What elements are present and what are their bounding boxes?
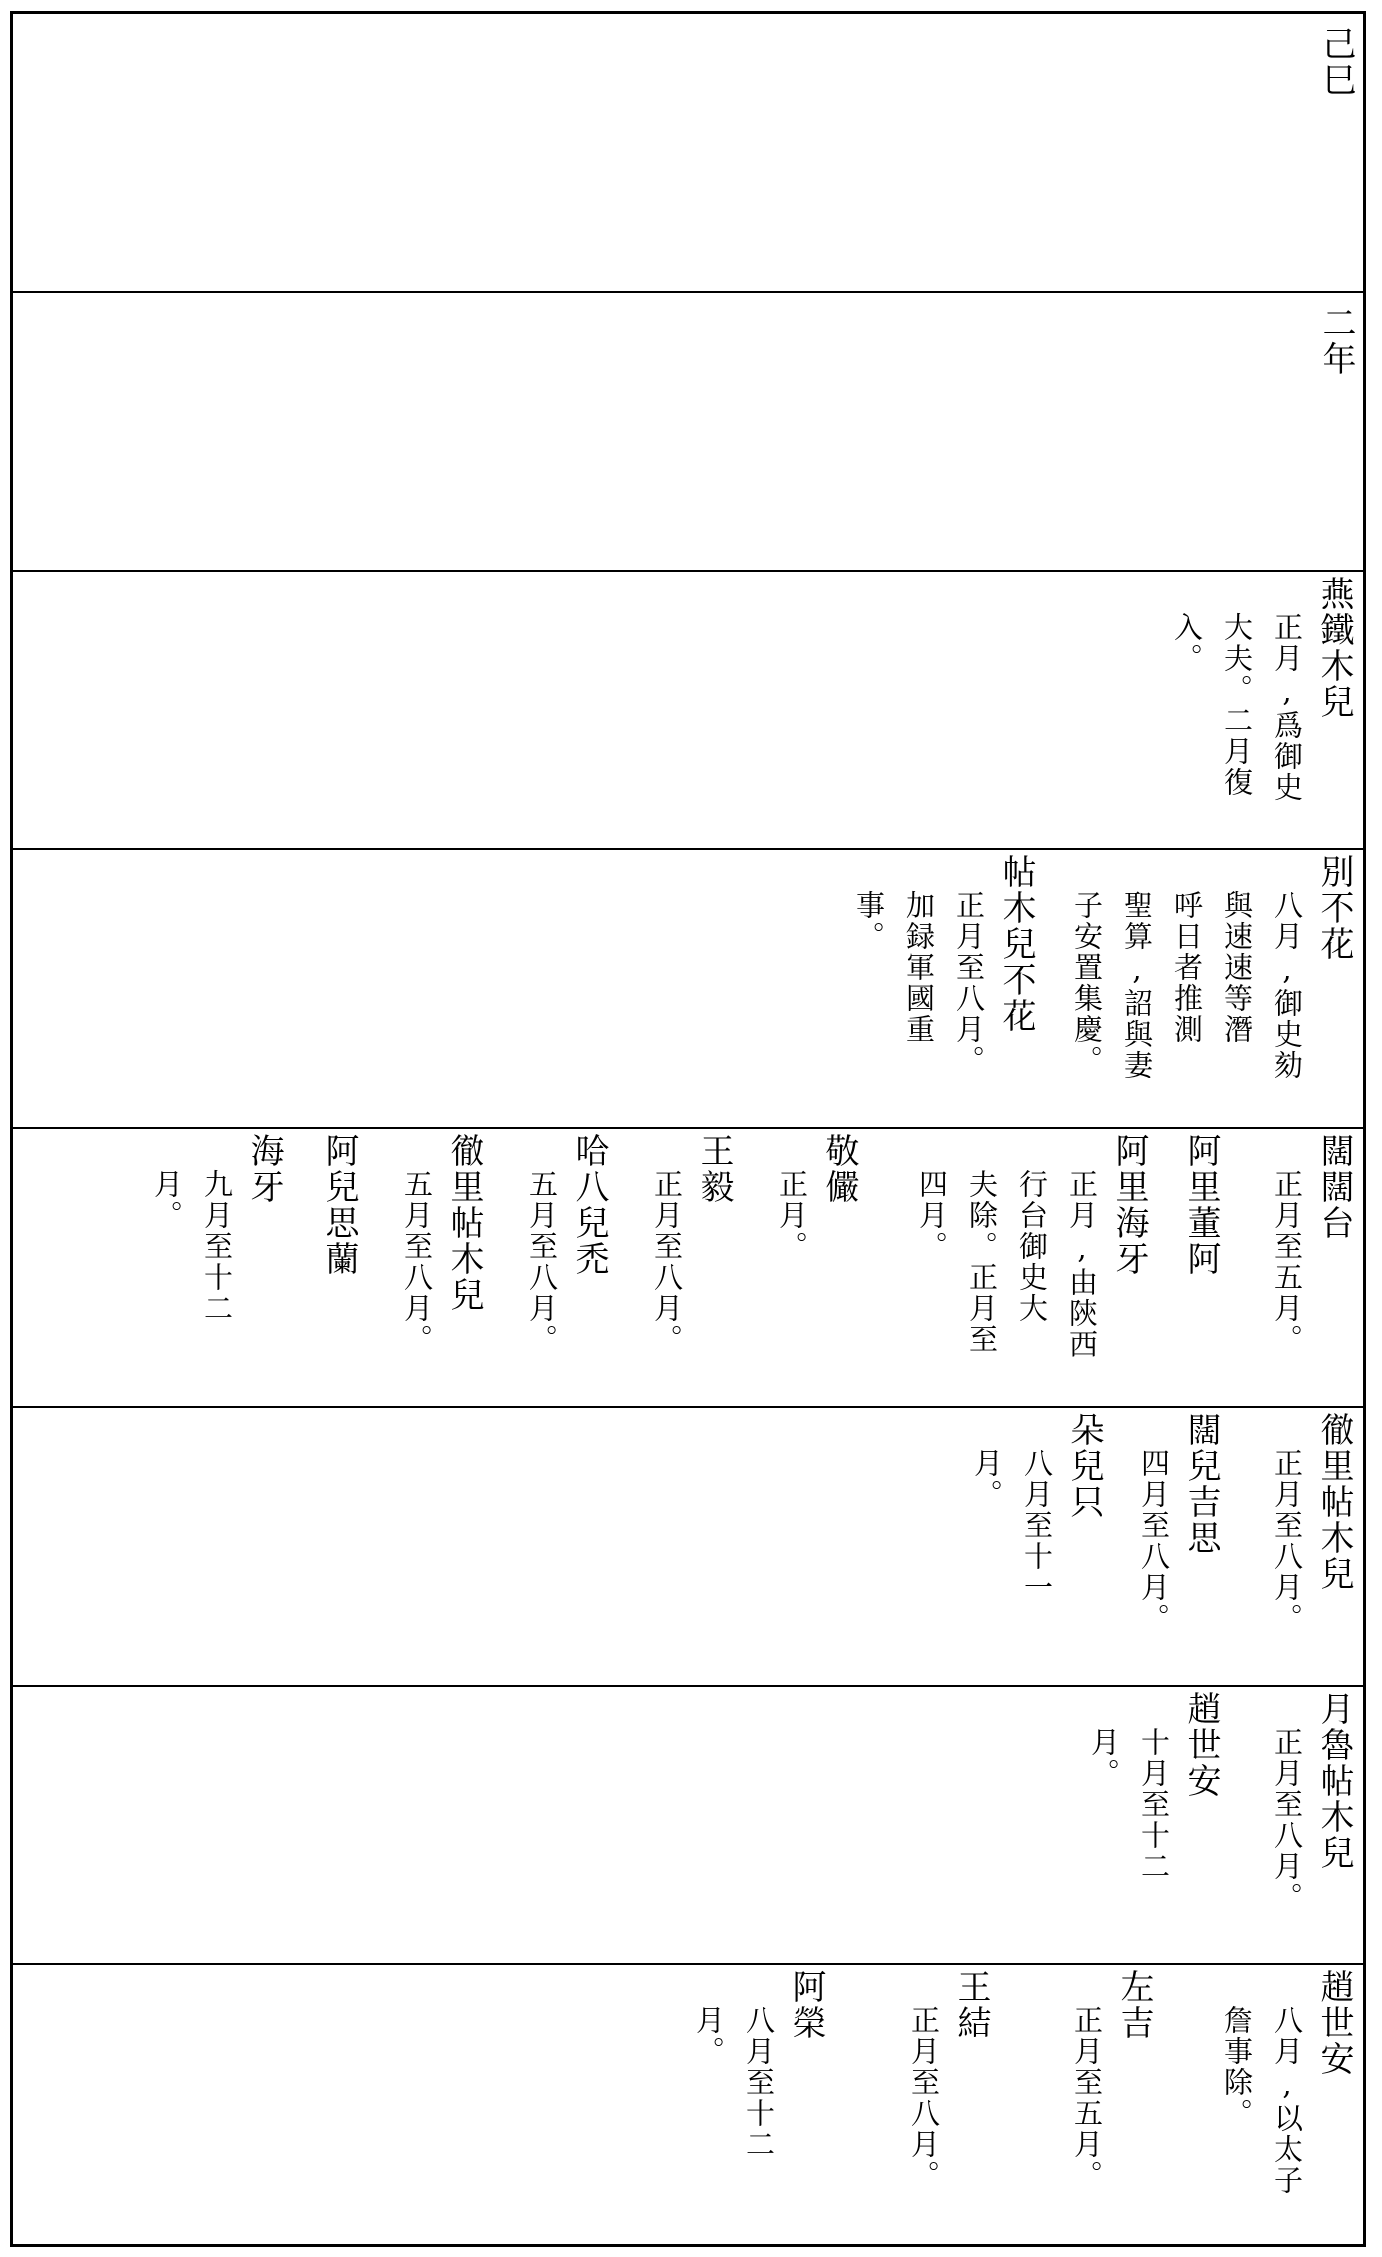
note-line: 行台御史大 [1015,1169,1049,1324]
official-name: 阿里董阿 [1181,1133,1221,1277]
official-name: 趙世安 [1314,1969,1354,2078]
row-2 [13,293,1363,572]
row-4 [13,850,1363,1129]
note-line: 四月至八月。 [1137,1447,1171,1634]
official-name: 闊兒吉思 [1181,1411,1221,1556]
official-name: 阿兒思蘭 [319,1133,359,1277]
official-name: 別不花 [1314,854,1354,963]
note-line: 正月至八月。 [1270,1447,1304,1634]
note-line: 五月至八月。 [525,1169,559,1355]
note-line: 與速速等潛 [1220,890,1254,1046]
official-name: 帖木兒不花 [996,854,1036,1035]
note-line: 月。 [692,2005,726,2068]
official-name: 王結 [951,1969,991,2042]
official-name: 朵兒只 [1064,1411,1104,1520]
note-line: 正月至八月。 [907,2005,941,2192]
note-line: 月。 [1087,1726,1121,1789]
note-line: 正月至五月。 [1070,2005,1104,2192]
note-line: 月。 [970,1447,1004,1510]
note-line: 呼日者推測 [1170,890,1204,1046]
official-name: 闊闊台 [1314,1133,1354,1241]
year-heading: 二年 [1316,304,1356,377]
row-1 [13,14,1363,293]
row-8 [13,1965,1363,2244]
note-line: 月。 [150,1169,184,1231]
official-name: 敬儼 [819,1133,859,1205]
note-line: 十月至十二 [1137,1726,1171,1882]
note-line: 正月,由陝西 [1065,1169,1099,1360]
note-line: 聖算,詔與妻 [1120,890,1154,1082]
official-name: 徹里帖木兒 [1314,1411,1354,1592]
official-name: 趙世安 [1181,1690,1221,1799]
note-line: 八月至十二 [742,2005,776,2161]
row-5 [13,1129,1363,1408]
note-line: 八月,御史劾 [1270,890,1304,1082]
official-name: 海牙 [244,1133,284,1205]
official-name: 阿榮 [786,1969,826,2042]
note-line: 正月。 [775,1169,809,1262]
official-name: 燕鐵木兒 [1314,575,1354,720]
note-line: 五月至八月。 [400,1169,434,1355]
note-line: 八月至十一 [1020,1447,1054,1603]
note-line: 正月至八月。 [650,1169,684,1355]
official-name: 徹里帖木兒 [444,1133,484,1313]
note-line: 大夫。二月復 [1220,611,1254,798]
row-3 [13,572,1363,851]
official-name: 月魯帖木兒 [1314,1690,1354,1871]
year-heading: 己巳 [1316,26,1356,98]
note-line: 正月至八月。 [952,890,986,1077]
note-line: 子安置集慶。 [1070,890,1104,1077]
chronology-table [10,11,1366,2247]
note-line: 四月。 [915,1169,949,1262]
note-line: 正月,爲御史 [1270,611,1304,803]
note-line: 正月至八月。 [1270,1726,1304,1913]
note-line: 九月至十二 [200,1169,234,1324]
official-name: 哈八兒禿 [569,1133,609,1277]
official-name: 左吉 [1114,1969,1154,2042]
note-line: 詹事除。 [1220,2005,1254,2130]
row-7 [13,1687,1363,1966]
note-line: 加録軍國重 [902,890,936,1046]
note-line: 入。 [1170,611,1204,674]
note-line: 正月至五月。 [1270,1169,1304,1355]
row-6 [13,1408,1363,1687]
official-name: 王毅 [694,1133,734,1205]
note-line: 八月,以太子 [1270,2005,1304,2197]
note-line: 夫除。正月至 [965,1169,999,1355]
official-name: 阿里海牙 [1109,1133,1149,1277]
note-line: 事。 [852,890,886,953]
